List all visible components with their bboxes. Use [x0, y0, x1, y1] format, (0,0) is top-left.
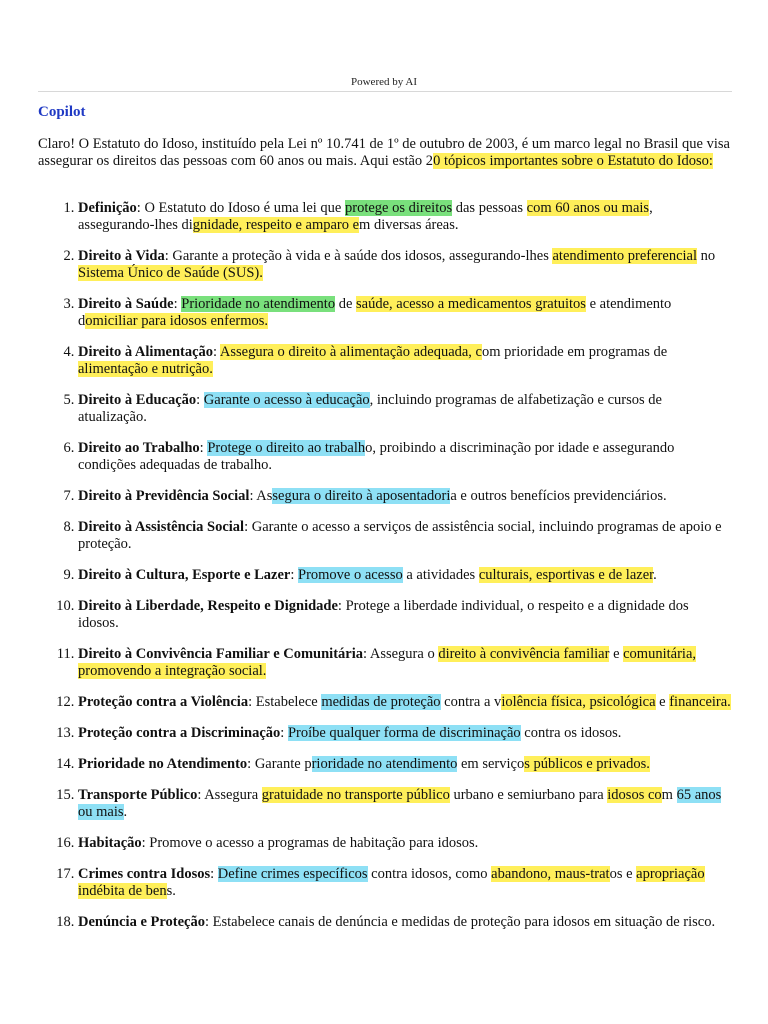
item-text: das pessoas — [452, 200, 527, 216]
item-highlight: com 60 anos ou mais — [526, 200, 650, 216]
item-heading: Direito à Vida — [78, 248, 165, 264]
list-item — [78, 440, 732, 474]
item-highlight: comunitária, promovendo a integração social. — [78, 646, 697, 679]
item-highlight: financeira. — [669, 694, 731, 710]
item-text: : O Estatuto do Idoso é uma lei que — [136, 200, 345, 216]
item-highlight: rioridade no atendimento — [311, 756, 458, 772]
list-item — [78, 646, 732, 680]
item-text: s. — [166, 883, 176, 899]
powered-by-label: Powered by AI — [351, 76, 417, 88]
item-heading: Crimes contra Idosos — [78, 866, 211, 882]
list-item — [78, 866, 732, 900]
item-text: : Estabelece — [248, 694, 322, 710]
item-text: m — [661, 787, 677, 803]
item-highlight: gratuidade no transporte público — [261, 787, 450, 803]
item-text: : — [290, 567, 299, 583]
item-text: : — [173, 296, 182, 312]
item-text: a atividades — [402, 567, 479, 583]
item-text: e — [655, 694, 670, 710]
item-text: de — [335, 296, 357, 312]
item-text: em serviço — [457, 756, 525, 772]
item-text: : Assegura o — [363, 646, 439, 662]
topic-list — [38, 200, 732, 945]
item-highlight: atendimento preferencial — [552, 248, 698, 264]
item-highlight: Define crimes específicos — [217, 866, 368, 882]
item-heading: Direito ao Trabalho — [78, 440, 200, 456]
item-heading: Direito à Previdência Social — [78, 488, 250, 504]
item-highlight: idosos co — [607, 787, 662, 803]
item-highlight: Prioridade no atendimento — [181, 296, 336, 312]
item-heading: Proteção contra a Discriminação — [78, 725, 281, 741]
item-text: urbano e semiurbano para — [449, 787, 608, 803]
item-text: , assegurando-lhes di — [78, 200, 653, 233]
item-text: . — [123, 804, 128, 820]
item-text: : — [210, 866, 218, 882]
header-divider — [38, 91, 732, 92]
list-item — [78, 296, 732, 330]
item-text: : — [213, 344, 220, 360]
list-item — [78, 756, 732, 773]
item-text: e — [609, 646, 624, 662]
item-text: : — [196, 392, 204, 408]
item-highlight: protege os direitos — [345, 200, 453, 216]
item-text: : Promove o acesso a programas de habitação para idosos. — [141, 835, 479, 851]
item-highlight: apropriação indébita de ben — [78, 866, 705, 899]
item-highlight: medidas de proteção — [321, 694, 441, 710]
list-item — [78, 392, 732, 426]
item-heading: Transporte Público — [78, 787, 198, 803]
item-highlight: Sistema Único de Saúde (SUS). — [78, 265, 263, 281]
item-text: . — [653, 567, 657, 583]
item-text: om prioridade em programas de — [482, 344, 668, 360]
page-title: Copilot — [38, 104, 86, 120]
item-highlight: alimentação e nutrição. — [78, 361, 213, 377]
item-heading: Direito à Saúde — [78, 296, 174, 312]
list-item — [78, 725, 732, 742]
item-text: contra a v — [440, 694, 502, 710]
item-highlight: culturais, esportivas e de lazer — [478, 567, 654, 583]
item-highlight: Garante o acesso à educação — [203, 392, 370, 408]
item-heading: Direito à Educação — [78, 392, 197, 408]
item-heading: Proteção contra a Violência — [78, 694, 249, 710]
list-item — [78, 488, 732, 505]
item-text: m diversas áreas. — [359, 217, 459, 233]
list-item — [78, 200, 732, 234]
list-item — [78, 835, 732, 852]
item-text: a e outros benefícios previdenciários. — [450, 488, 667, 504]
item-heading: Direito à Liberdade, Respeito e Dignidade — [78, 598, 338, 614]
item-heading: Denúncia e Proteção — [78, 914, 205, 930]
item-highlight: gnidade, respeito e amparo e — [192, 217, 360, 233]
item-text: : — [199, 440, 208, 456]
intro-highlight: 0 tópicos importantes sobre o Estatuto do Idoso: — [433, 153, 713, 169]
item-text: , incluindo programas de alfabetização e cursos de atualização. — [78, 392, 662, 425]
item-text: e atendimento d — [78, 296, 672, 329]
list-item — [78, 694, 732, 711]
item-highlight: saúde, acesso a medicamentos gratuitos — [356, 296, 586, 312]
item-highlight: Protege o direito ao trabalh — [207, 440, 366, 456]
item-text: : As — [249, 488, 273, 504]
item-highlight: Assegura o direito à alimentação adequada, c — [219, 344, 482, 360]
item-highlight: direito à convivência familiar — [438, 646, 610, 662]
item-text: : Garante a proteção à vida e à saúde dos idosos, assegurando-lhes — [164, 248, 553, 264]
item-text: : Estabelece canais de denúncia e medidas de proteção para idosos em situação de risco. — [204, 914, 716, 930]
item-heading: Direito à Convivência Familiar e Comunitária — [78, 646, 364, 662]
item-highlight: iolência física, psicológica — [501, 694, 656, 710]
item-highlight: 65 anos ou mais — [78, 787, 722, 820]
item-heading: Habitação — [78, 835, 142, 851]
item-heading: Direito à Alimentação — [78, 344, 214, 360]
item-heading: Prioridade no Atendimento — [78, 756, 248, 772]
item-text: o, proibindo a discriminação por idade e assegurando condições adequadas de trabalho. — [78, 440, 675, 473]
item-highlight: segura o direito à aposentadori — [272, 488, 451, 504]
item-text: no — [697, 248, 716, 264]
item-text: : Garante o acesso a serviços de assistência social, incluindo programas de apoio e proteção. — [78, 519, 722, 552]
intro-paragraph — [38, 136, 732, 170]
item-highlight: abandono, maus-trat — [491, 866, 610, 882]
list-item — [78, 787, 732, 821]
list-item — [78, 344, 732, 378]
item-text: os e — [609, 866, 637, 882]
item-text: contra idosos, como — [367, 866, 492, 882]
item-text: : — [280, 725, 288, 741]
list-item — [78, 914, 732, 931]
item-heading: Direito à Cultura, Esporte e Lazer — [78, 567, 291, 583]
item-heading: Definição — [78, 200, 137, 216]
item-text: contra os idosos. — [520, 725, 622, 741]
item-highlight: omiciliar para idosos enfermos. — [85, 313, 269, 329]
list-item — [78, 519, 732, 553]
list-item — [78, 567, 732, 584]
item-highlight: Proíbe qualquer forma de discriminação — [287, 725, 521, 741]
list-item — [78, 248, 732, 282]
item-text: : Garante p — [247, 756, 312, 772]
list-item — [78, 598, 732, 632]
item-highlight: s públicos e privados. — [524, 756, 650, 772]
item-text: : Protege a liberdade individual, o respeito e a dignidade dos idosos. — [78, 598, 689, 631]
intro-text: Claro! O Estatuto do Idoso, instituído pela Lei nº 10.741 de 1º de outubro de 2003, é um marco legal no Brasil que visa assegurar os direitos das pessoas com 60 anos ou mais. Aqui estão 2 — [38, 136, 730, 169]
item-highlight: Promove o acesso — [298, 567, 403, 583]
item-text: : Assegura — [197, 787, 262, 803]
item-heading: Direito à Assistência Social — [78, 519, 245, 535]
